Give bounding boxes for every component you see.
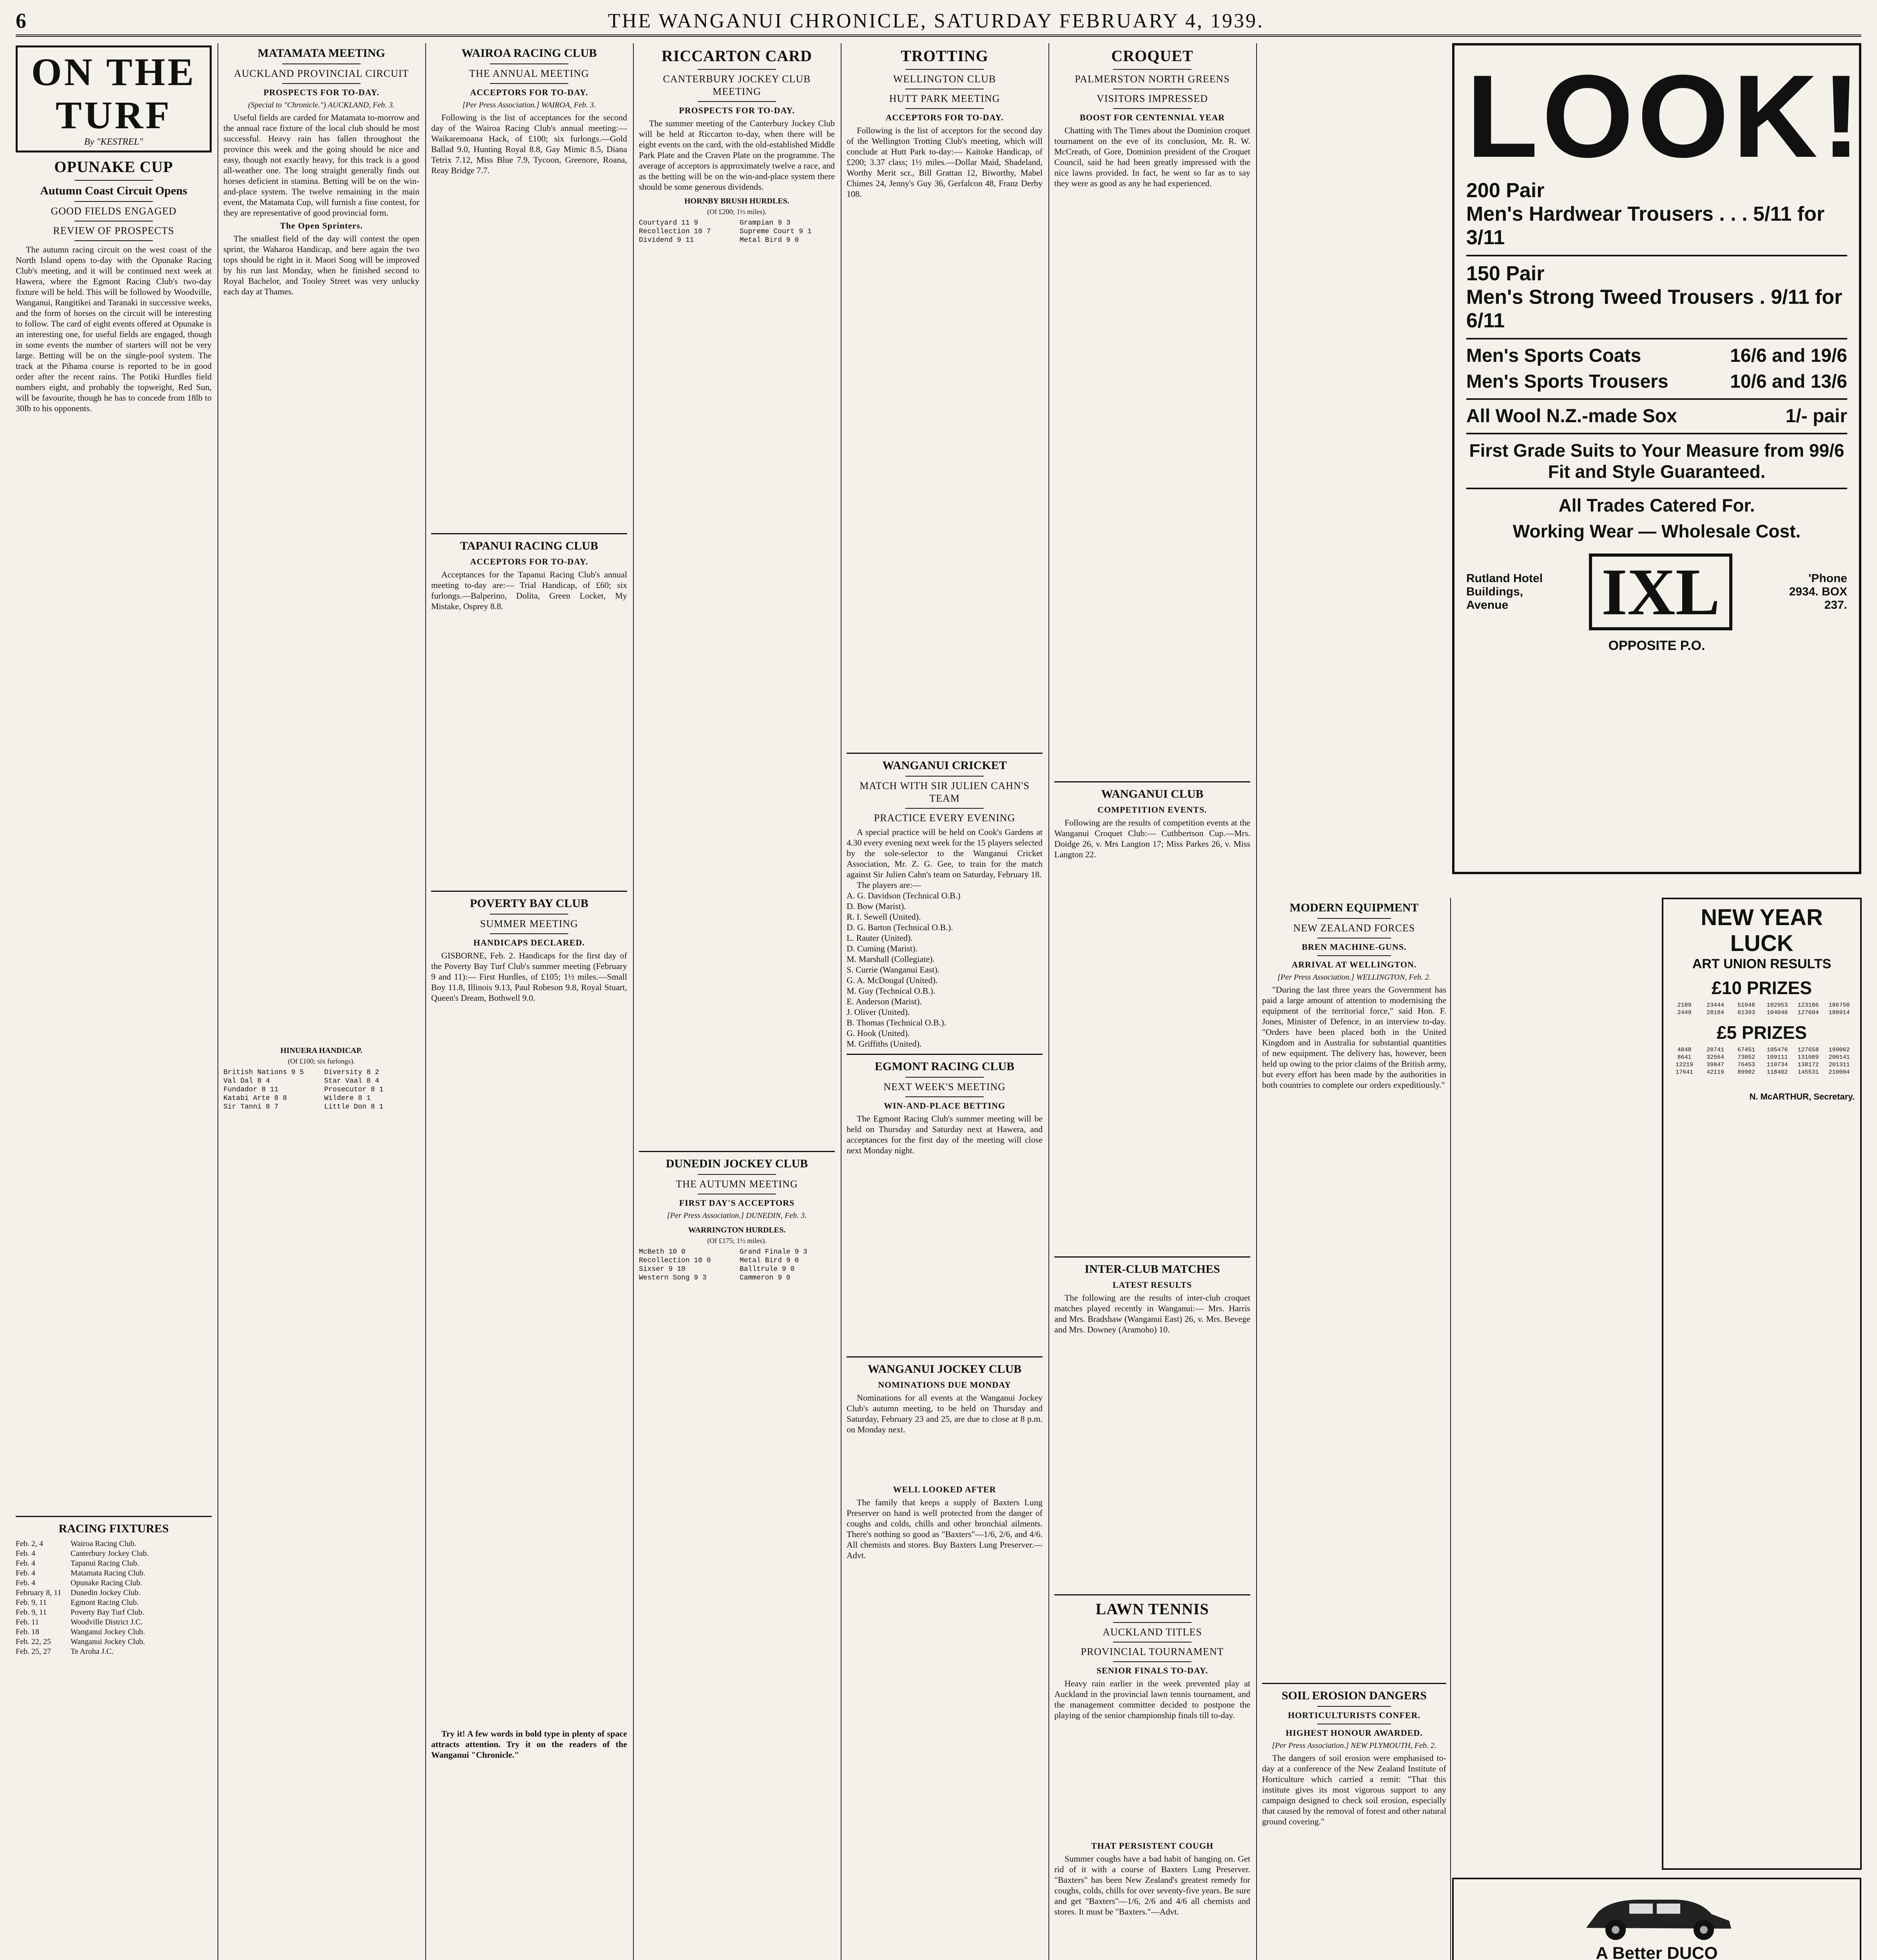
secretary-signature: N. McARTHUR, Secretary.: [1749, 1092, 1855, 1102]
table-row: Fundador 8 11: [223, 1086, 279, 1094]
look-headline: LOOK!: [1466, 50, 1865, 182]
column-trotting: [847, 43, 1043, 1960]
croquet-body: Chatting with The Times about the Dominion croquet tournament on the eve of its conclusion, Mr. R. W. McCreath, of Gore, Dominion president of the Croquet Council, said he had been greatly impressed with the nice lawns provided. In fact, he went so far as to say they were as good as any he had experienced.: [1054, 125, 1250, 188]
inter-club-body: The following are the results of inter-club croquet matches played recently in Wanganui:— Mrs. Harris and Mrs. Bradshaw (Wanganui East) 26, v. Mrs. Bevege and Mrs. Downey (Aramoho) 10.: [1054, 1293, 1250, 1334]
dateline: (Special to "Chronicle.") AUCKLAND, Feb. 3.: [248, 101, 395, 109]
subhead-bren: BREN MACHINE-GUNS.: [1302, 942, 1407, 952]
headline-cricket: WANGANUI CRICKET: [882, 759, 1007, 772]
fixture-row: Feb. 9, 11 Egmont Racing Club.: [16, 1598, 139, 1607]
list-item: G. Hook (United).: [847, 1028, 910, 1038]
winning-number: 210004: [1828, 1069, 1850, 1076]
subhead-highest-honour: HIGHEST HONOUR AWARDED.: [1286, 1728, 1423, 1738]
table-title: HORNBY BRUSH HURDLES.: [684, 197, 789, 205]
headline-poverty-bay: POVERTY BAY CLUB: [470, 897, 589, 910]
ad-quantity: 150 Pair: [1466, 262, 1545, 285]
winning-number: 180914: [1828, 1009, 1850, 1016]
headline-tapanui: TAPANUI RACING CLUB: [460, 539, 598, 552]
winning-number: 76453: [1737, 1062, 1755, 1068]
matamata-body-2: The smallest field of the day will contest the open sprint, the Waharoa Handicap, and here again the two tops should be right in it. Maori Song will be improved by his run last Monday, when he finished second to Royal Bachelor, and Tooley Street was very unlucky each day at Thames.: [223, 234, 419, 296]
acceptors-table: [639, 219, 835, 245]
headline-wanganui-jc: WANGANUI JOCKEY CLUB: [867, 1363, 1022, 1376]
table-row: Grand Finale 9 3: [740, 1248, 807, 1256]
winning-number: 145531: [1797, 1069, 1819, 1076]
subhead-riccarton-prospects: PROSPECTS FOR TO-DAY.: [679, 105, 795, 115]
table-row: British Nations 9 5: [223, 1069, 304, 1076]
acceptors-table: [639, 1248, 835, 1282]
art-union-results: [1662, 898, 1862, 1870]
table-row: Little Don 8 1: [324, 1103, 384, 1111]
baxters-advert-1: The family that keeps a supply of Baxters Lung Preserver on hand is well protected from the danger of coughs and colds, chills and other bronchial ailments. There's nothing so good as "Baxters"—1/6, 2/6, and 4/6. All chemists and stores. Buy Baxters Lung Preserver.—Advt.: [847, 1497, 1043, 1560]
column-riccarton: [639, 43, 835, 1960]
ad-offer: Men's Sports Trousers 10/6 and 13/6: [1466, 371, 1847, 392]
table-title: HINUERA HANDICAP.: [280, 1046, 363, 1055]
winning-number: 2449: [1677, 1009, 1692, 1016]
turf-article-body: The autumn racing circuit on the west coast of the North Island opens to-day with the Opunake Racing Club's meeting, and it will be continued next week at Hawera, where the Egmont Racing Club's two-day fixture will be held. This will be followed by Woodville, Wanganui, Rangitikei and Taranaki in successive weeks, and the form of horses on the circuit will be interesting to follow. The card of eight events offered at Opunake is an interesting one, for useful fields are engaged, though in some events the number of starters will not be very large. Betting will be on the single-pool system. The track at the Pihama course is reported to be in good order after the recent rains. The Potiki Hurdles field numbers eight, and probably the topweight, Red Sun, will be favourite, though he has to concede from 18lb to 30lb to his opponents.: [16, 245, 212, 413]
subhead-betting: WIN-AND-PLACE BETTING: [883, 1101, 1006, 1111]
subhead-open-sprinters: The Open Sprinters.: [280, 221, 363, 230]
subhead-horticulturists: HORTICULTURISTS CONFER.: [1288, 1710, 1421, 1720]
table-row: Sir Tanni 8 7: [223, 1103, 279, 1111]
ad-trades: All Trades Catered For.: [1558, 495, 1755, 515]
ad-address: Rutland Hotel Buildings, Avenue: [1466, 572, 1543, 612]
winning-number: 67451: [1737, 1047, 1755, 1053]
fixture-row: Feb. 25, 27 Te Aroha J.C.: [16, 1647, 114, 1656]
subhead-annual-meeting: THE ANNUAL MEETING: [469, 68, 589, 79]
tapanui-body: Acceptances for the Tapanui Racing Club's annual meeting to-day are:— Trial Handicap, of £60; six furlongs.—Balperino, Dolita, Green Locket, My Mistake, Osprey 8.8.: [431, 570, 627, 611]
subhead-visitors: VISITORS IMPRESSED: [1096, 93, 1208, 104]
try-it-note: Try it! A few words in bold type in plenty of space attracts attention. Try it on the readers of the Wanganui "Chronicle.": [431, 1729, 627, 1760]
table-row: Courtyard 11 9: [639, 219, 698, 227]
turf-banner-title: ON THE TURF: [31, 50, 196, 137]
turf-byline: By "KESTREL": [84, 137, 143, 147]
table-title: WARRINGTON HURDLES.: [688, 1226, 786, 1234]
table-row: Star Vaal 8 4: [324, 1077, 379, 1085]
table-subtitle: (Of £175; 1½ miles).: [707, 1237, 767, 1245]
winning-number: 131089: [1797, 1054, 1819, 1061]
headline-dunedin: DUNEDIN JOCKEY CLUB: [666, 1157, 808, 1170]
winning-number: 200141: [1828, 1054, 1850, 1061]
winning-number: 199062: [1828, 1047, 1850, 1053]
column-wairoa: [431, 43, 627, 1960]
acceptors-table: [223, 1068, 419, 1111]
wanganui-jc-body: Nominations for all events at the Wanganui Jockey Club's autumn meeting, to be held on Thursday and Saturday, February 23 and 25, are due to close at 8 p.m. on Monday next.: [847, 1393, 1043, 1434]
headline-riccarton: RICCARTON CARD: [661, 47, 812, 65]
ad-suits: First Grade Suits to Your Measure from 99/6 Fit and Style Guaranteed.: [1469, 440, 1844, 482]
ad-phone: 'Phone 2934. BOX 237.: [1789, 572, 1847, 612]
luck-subtitle: ART UNION RESULTS: [1692, 956, 1832, 971]
ad-offer: Men's Hardwear Trousers . . . 5/11 for 3/11: [1466, 203, 1825, 249]
headline-trotting: TROTTING: [901, 47, 988, 65]
ad-working-wear: Working Wear — Wholesale Cost.: [1512, 521, 1801, 541]
winning-number: 20741: [1706, 1047, 1724, 1053]
fixture-row: Feb. 2, 4 Wairoa Racing Club.: [16, 1539, 136, 1548]
headline-croquet: CROQUET: [1111, 47, 1193, 65]
ad-quantity: 200 Pair: [1466, 179, 1545, 202]
winning-number: 105476: [1766, 1047, 1788, 1053]
egmont-body: The Egmont Racing Club's summer meeting will be held on Thursday and Saturday next at Hawera, and acceptances for the first day of the meeting will close next Monday night.: [847, 1114, 1043, 1155]
winning-number: 109111: [1766, 1054, 1788, 1061]
list-item: D. Bow (Marist).: [847, 901, 906, 911]
ad-offer: Men's Sports Coats 16/6 and 19/6: [1466, 345, 1847, 366]
subhead-autumn-meeting: THE AUTUMN MEETING: [676, 1178, 798, 1190]
ad-offer: All Wool N.Z.-made Sox 1/- pair: [1466, 406, 1847, 426]
table-row: Grampian 9 3: [740, 219, 791, 227]
winning-numbers: [1669, 1046, 1855, 1076]
winning-number: 61393: [1737, 1009, 1755, 1016]
subhead-auckland-titles: AUCKLAND TITLES: [1103, 1626, 1202, 1638]
subhead-wellington-club: WELLINGTON CLUB: [893, 73, 996, 85]
headline-lawn-tennis: LAWN TENNIS: [1095, 1600, 1209, 1618]
subhead-senior-finals: SENIOR FINALS TO-DAY.: [1096, 1666, 1208, 1675]
fixtures-list: [16, 1539, 212, 1657]
list-item: A. G. Davidson (Technical O.B.): [847, 891, 961, 900]
winning-number: 110734: [1766, 1062, 1788, 1068]
winning-number: 102953: [1766, 1002, 1788, 1009]
list-item: M. Marshall (Collegiate).: [847, 954, 935, 964]
five-pound-prizes-heading: £5 PRIZES: [1716, 1022, 1807, 1043]
winning-number: 201311: [1828, 1062, 1850, 1068]
winning-number: 8641: [1677, 1054, 1692, 1061]
subhead-tapanui-acceptors: ACCEPTORS FOR TO-DAY.: [470, 557, 588, 566]
fixture-row: Feb. 11 Woodville District J.C.: [16, 1618, 143, 1626]
fixture-row: Feb. 4 Canterbury Jockey Club.: [16, 1549, 149, 1558]
winning-number: 186750: [1828, 1002, 1850, 1009]
matamata-body: Useful fields are carded for Matamata to-morrow and the annual race fixture of the local club should be most successful. Heavy rain has fallen throughout the province this week and the going should be nice and easy, though not exactly heavy, for this track is a good all-weather one. The long straight generally finds out horses deficient in stamina. Betting will be on the win-and-place system. The twelve remaining in the main event, the Matamata Cup, will furnish a fine contest, for they are representative of good provincial form.: [223, 113, 419, 218]
baxters-advert-2: Summer coughs have a bad habit of hanging on. Get rid of it with a course of Baxters Lung Preserver. "Baxters" has been New Zealand's greatest remedy for coughs, colds, chills for over seventy-five years. Be sure and get "Baxters"—1/6, 2/6 and 4/6 all chemists and stores. It must be "Baxters."—Advt.: [1054, 1854, 1250, 1916]
list-item: D. G. Barton (Technical O.B.).: [847, 922, 953, 932]
tennis-body: Heavy rain earlier in the week prevented play at Auckland in the provincial lawn tennis tournament, and the management committee decided to postpone the playing of the senior championship finals till to-day.: [1054, 1679, 1250, 1720]
list-item: L. Rauter (United).: [847, 933, 913, 943]
table-row: Cammeron 9 0: [740, 1274, 791, 1282]
turf-banner: [16, 45, 212, 152]
subhead-prospects: PROSPECTS FOR TO-DAY.: [263, 87, 379, 97]
winning-number: 73052: [1737, 1054, 1755, 1061]
winning-number: 12219: [1675, 1062, 1693, 1068]
subhead-handicaps: HANDICAPS DECLARED.: [473, 938, 585, 947]
winning-number: 138172: [1797, 1062, 1819, 1068]
ixl-logo: IXL: [1589, 554, 1732, 630]
subhead-nominations: NOMINATIONS DUE MONDAY: [878, 1380, 1011, 1390]
subhead-provincial: PROVINCIAL TOURNAMENT: [1081, 1646, 1224, 1657]
cricket-body: A special practice will be held on Cook's Gardens at 4.30 every evening next week for the 15 players selected by the sole-selector to the Wanganui Cricket Association, Mr. Z. G. Gee, to train for the match against Sir Julien Cahn's team on Saturday, February 18.: [847, 827, 1043, 879]
table-row: Metal Bird 9 0: [740, 236, 799, 244]
riccarton-body: The summer meeting of the Canterbury Jockey Club will be held at Riccarton to-day, when there will be eight events on the card, with the old-established Middle Park Plate and the Craven Plate on the programme. The average of acceptors is approximately twelve a race, and as the betting will be on the win-and-place system there should be some generous dividends.: [639, 118, 835, 192]
subhead-trotting-acceptors: ACCEPTORS FOR TO-DAY.: [885, 113, 1004, 122]
headline-inter-club: INTER-CLUB MATCHES: [1084, 1263, 1220, 1276]
fixture-row: Feb. 22, 25 Wanganui Jockey Club.: [16, 1637, 145, 1646]
subhead-summer-meeting: SUMMER MEETING: [480, 918, 579, 929]
press-line: [Per Press Association.] NEW PLYMOUTH, Feb. 2.: [1272, 1741, 1436, 1750]
winning-number: 127658: [1797, 1047, 1819, 1053]
list-item: J. Oliver (United).: [847, 1007, 910, 1017]
table-row: Val Dal 8 4: [223, 1077, 270, 1085]
headline-soil-erosion: SOIL EROSION DANGERS: [1281, 1689, 1427, 1702]
table-row: Recollection 10 7: [639, 228, 711, 236]
page-number: 6: [16, 9, 26, 33]
press-line: [Per Press Association.] WAIROA, Feb. 3.: [462, 101, 596, 109]
ad-opposite: OPPOSITE P.O.: [1608, 638, 1705, 653]
fixture-row: Feb. 4 Opunake Racing Club.: [16, 1579, 142, 1587]
table-row: McBeth 10 0: [639, 1248, 686, 1256]
subhead-hutt-park: HUTT PARK MEETING: [889, 93, 1000, 104]
fixture-row: February 8, 11 Dunedin Jockey Club.: [16, 1588, 141, 1597]
subhead-latest-results: LATEST RESULTS: [1112, 1280, 1192, 1290]
headline-wanganui-club: WANGANUI CLUB: [1101, 788, 1204, 800]
column-matamata: [223, 43, 419, 1960]
press-line: [Per Press Association.] DUNEDIN, Feb. 3.: [667, 1211, 807, 1220]
winning-number: 123186: [1797, 1002, 1819, 1009]
subhead-competition: COMPETITION EVENTS.: [1097, 805, 1207, 815]
list-item: D. Cuming (Marist).: [847, 944, 918, 953]
croquet-results: Following are the results of competition events at the Wanganui Croquet Club:— Cuthbertson Cup.—Mrs. Doidge 26, v. Mrs Langton 17; Miss Parkes 26, v. Miss Langton 22.: [1054, 818, 1250, 859]
poverty-bay-body: GISBORNE, Feb. 2. Handicaps for the first day of the Poverty Bay Turf Club's summer meeting (February 9 and 11):— First Hurdles, of £105; 1½ miles.—Small Boy 11.8, Illinois 9.13, Paul Robeson 9.8, Royal Stuart, Queen's Dream, Bothwell 9.0.: [431, 951, 627, 1003]
headline-modern-equipment: MODERN EQUIPMENT: [1289, 901, 1419, 914]
winning-number: 51048: [1737, 1002, 1755, 1009]
table-subtitle: (Of £100; six furlongs).: [288, 1057, 355, 1065]
column-equipment: [1262, 898, 1446, 1960]
trotting-body: Following is the list of acceptors for the second day of the Wellington Trotting Club's meeting, which will conclude at Hutt Park to-day:— Kaitoke Handicap, of £200; 3.37 class; 1½ miles.—Dollar Maid, Shadeland, Worthy Merit scr., Bill Grattan 12, Biworthy, Mabel Chimes 24, Jenny's Guy 36, Gerfalcon 48, Franz Derby 108.: [847, 125, 1043, 199]
look-advertisement: [1452, 43, 1865, 874]
table-row: Metal Bird 9 0: [740, 1257, 799, 1265]
winning-number: 28184: [1706, 1009, 1724, 1016]
table-row: Dividend 9 11: [639, 236, 694, 244]
table-row: Sixser 9 10: [639, 1265, 686, 1273]
players-list: [847, 890, 1043, 1049]
subhead-canterbury: CANTERBURY JOCKEY CLUB MEETING: [663, 73, 811, 97]
subhead-good-fields: GOOD FIELDS ENGAGED: [51, 205, 177, 217]
winning-number: 17641: [1675, 1069, 1693, 1076]
headline-wairoa: WAIROA RACING CLUB: [461, 47, 597, 60]
list-item: B. Thomas (Technical O.B.).: [847, 1018, 947, 1027]
winning-number: 23444: [1706, 1002, 1724, 1009]
subhead-first-day: FIRST DAY'S ACCEPTORS: [679, 1198, 795, 1208]
players-label: The players are:—: [857, 880, 921, 890]
list-item: R. I. Sewell (United).: [847, 912, 921, 922]
newspaper-title: THE WANGANUI CHRONICLE, SATURDAY FEBRUARY 4, 1939.: [608, 9, 1264, 32]
column-turf: [16, 43, 212, 1960]
soil-erosion-body: The dangers of soil erosion were emphasised to-day at a conference of the New Zealand Institute of Horticulture which carried a remit: "That this institute gives its most vigorous support to any campaign designed to check soil erosion, especially that caused by the removal of forest and other natural ground covering.": [1262, 1753, 1446, 1826]
car-illustration: [1574, 1885, 1739, 1944]
ten-pound-prizes-heading: £10 PRIZES: [1712, 978, 1812, 998]
table-row: Recollection 10 0: [639, 1257, 711, 1265]
winning-number: 118402: [1766, 1069, 1788, 1076]
winning-number: 4848: [1677, 1047, 1692, 1053]
winning-numbers: [1669, 1002, 1855, 1016]
winning-number: 42119: [1706, 1069, 1724, 1076]
table-row: Diversity 8 2: [324, 1069, 379, 1076]
subhead-cahn-match: MATCH WITH SIR JULIEN CAHN'S TEAM: [860, 780, 1030, 804]
list-item: G. A. McDougal (United).: [847, 975, 938, 985]
subhead-palmerston: PALMERSTON NORTH GREENS: [1075, 73, 1230, 85]
subhead-persistent-cough: THAT PERSISTENT COUGH: [1091, 1841, 1213, 1851]
fixtures-heading: RACING FIXTURES: [58, 1522, 169, 1535]
masthead: [16, 7, 1861, 37]
table-row: Wildere 8 1: [324, 1094, 371, 1102]
fixture-row: Feb. 9, 11 Poverty Bay Turf Club.: [16, 1608, 144, 1617]
table-row: Balltrule 9 0: [740, 1265, 795, 1273]
duco-line-1: A Better DUCO: [1596, 1944, 1718, 1960]
subhead-well-looked-after: WELL LOOKED AFTER: [893, 1485, 996, 1494]
column-croquet: [1054, 43, 1250, 1960]
winning-number: 39847: [1706, 1062, 1724, 1068]
table-row: Supreme Court 9 1: [740, 228, 812, 236]
press-line: [Per Press Association.] WELLINGTON, Feb. 2.: [1277, 973, 1431, 982]
table-row: Western Song 9 3: [639, 1274, 707, 1282]
duco-advertisement: [1452, 1878, 1861, 1960]
table-subtitle: (Of £200; 1½ miles).: [707, 208, 767, 216]
ixl-row: [1466, 554, 1847, 630]
subhead-nz-forces: NEW ZEALAND FORCES: [1293, 922, 1415, 934]
table-row: Katabi Arte 8 8: [223, 1094, 287, 1102]
winning-number: 2189: [1677, 1002, 1692, 1009]
subhead-next-week: NEXT WEEK'S MEETING: [883, 1081, 1006, 1093]
headline-egmont: EGMONT RACING CLUB: [874, 1060, 1015, 1073]
winning-number: 127604: [1797, 1009, 1819, 1016]
subhead-centennial: BOOST FOR CENTENNIAL YEAR: [1079, 113, 1225, 122]
subhead-arrival: ARRIVAL AT WELLINGTON.: [1291, 960, 1417, 969]
list-item: S. Currie (Wanganui East).: [847, 965, 940, 975]
headline-matamata: MATAMATA MEETING: [258, 47, 385, 60]
list-item: E. Anderson (Marist).: [847, 996, 922, 1006]
subhead-auckland-circuit: AUCKLAND PROVINCIAL CIRCUIT: [234, 68, 409, 79]
subhead-review: REVIEW OF PROSPECTS: [53, 225, 174, 236]
table-row: Prosecutor 8 1: [324, 1086, 384, 1094]
fixture-row: Feb. 4 Matamata Racing Club.: [16, 1569, 145, 1577]
subhead-acceptors: ACCEPTORS FOR TO-DAY.: [470, 87, 588, 97]
winning-number: 104046: [1766, 1009, 1788, 1016]
headline-opunake-cup: OPUNAKE CUP: [54, 158, 173, 176]
winning-number: 89902: [1737, 1069, 1755, 1076]
list-item: M. Griffiths (United).: [847, 1039, 922, 1049]
winning-number: 32564: [1706, 1054, 1724, 1061]
list-item: M. Guy (Technical O.B.).: [847, 986, 936, 996]
luck-title: NEW YEAR LUCK: [1701, 905, 1823, 956]
subhead-autumn-circuit: Autumn Coast Circuit Opens: [40, 184, 187, 197]
subhead-practice: PRACTICE EVERY EVENING: [874, 812, 1016, 824]
fixture-row: Feb. 18 Wanganui Jockey Club.: [16, 1628, 145, 1636]
wairoa-body: Following is the list of acceptances for the second day of the Wairoa Racing Club's annual meeting:— Waikaremoana Hack, of £100; six furlongs.—Gold Ballad 9.0, Hunting Royal 8.8, Gay Mimic 8.5, Diana Tetrix 7.12, Miss Blue 7.9, Tycoon, Greenore, Roana, Reay Bridge 7.7.: [431, 113, 627, 175]
ad-offer: Men's Strong Tweed Trousers . 9/11 for 6/11: [1466, 286, 1843, 332]
fixture-row: Feb. 4 Tapanui Racing Club.: [16, 1559, 139, 1568]
equipment-body: "During the last three years the Government has paid a large amount of attention to modernising the equipment of the territorial force," said Hon. F. Jones, Minister of Defence, in an interview to-day. "Orders have been placed both in the United Kingdom and in Australia for substantial quantities of new equipment. The delivery has, however, been held up owing to the prior claims of the British army, but every effort has been made by the authorities in both countries to complete our orders expeditiously.": [1262, 985, 1446, 1090]
